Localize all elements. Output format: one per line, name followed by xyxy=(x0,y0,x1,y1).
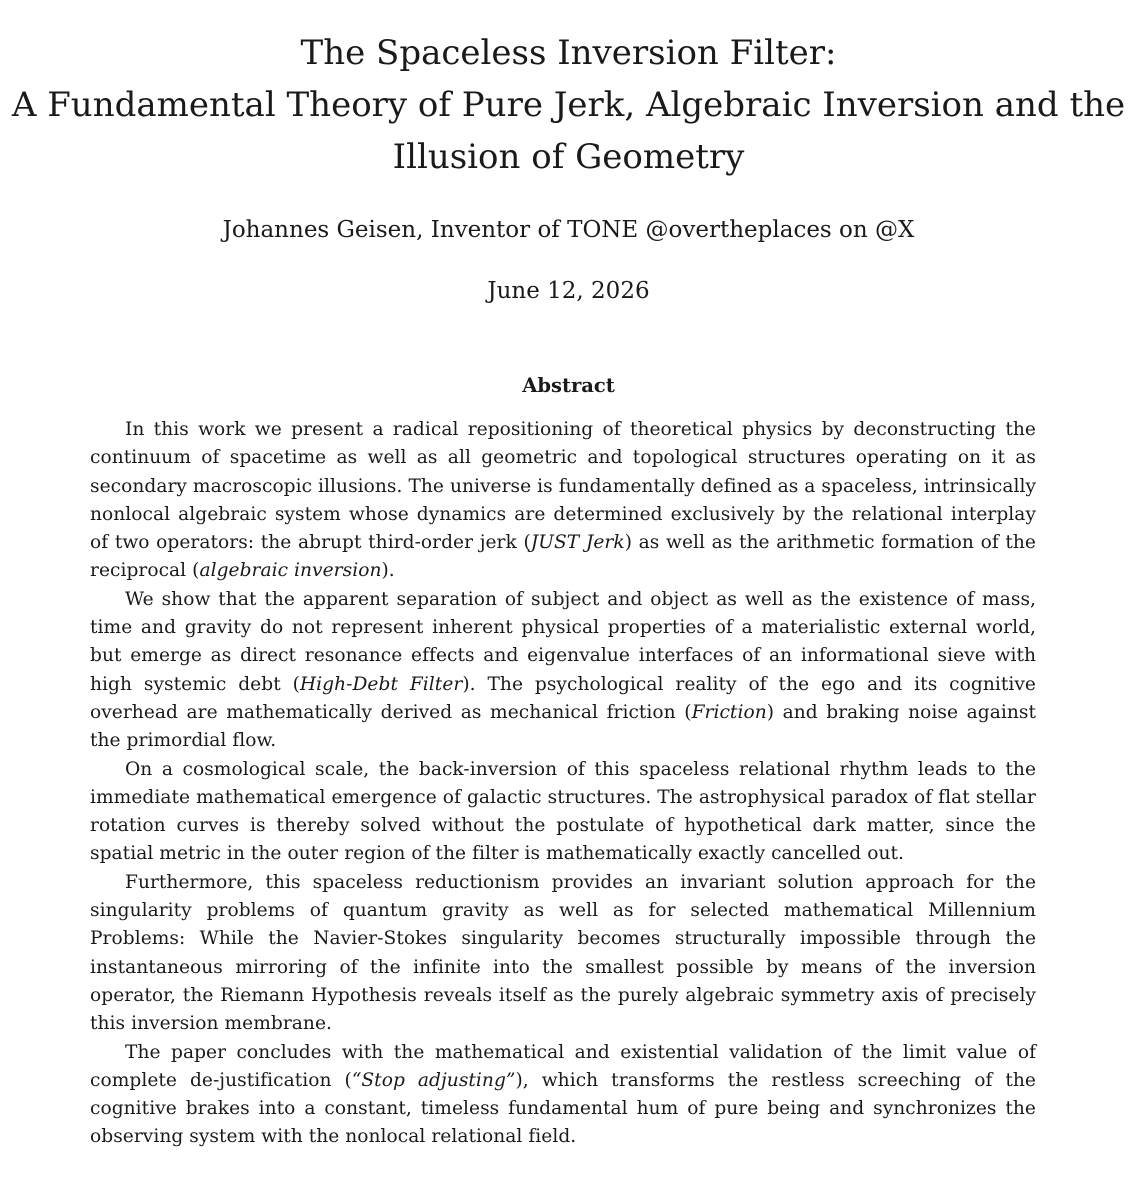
paper-title-line-2: A Fundamental Theory of Pure Jerk, Algebraic Inversion and the xyxy=(11,85,1126,125)
abstract-p1-term-algebraic-inversion: algebraic inversion xyxy=(199,560,382,582)
abstract-paragraph-1 xyxy=(90,416,1036,586)
paper-title-line-3: Illusion of Geometry xyxy=(392,137,745,177)
abstract-paragraph-5 xyxy=(90,1039,1036,1152)
abstract-p2-text-a: We show that the apparent separation of subject and object as well as the existence of mass, time and gravity do not represent inherent physical properties of a materialistic external world, but emerge as direct resonance effects and eigenvalue interfaces of an informational sieve with high systemic debt ( xyxy=(90,588,1036,695)
abstract-p2-term-friction: Friction xyxy=(691,701,767,723)
publication-date: June 12, 2026 xyxy=(487,278,650,304)
abstract-paragraph-3: On a cosmological scale, the back-inversion of this spaceless relational rhythm leads to the immediate mathematical emergence of galactic structures. The astrophysical paradox of flat stellar rotation curves is thereby solved without the postulate of hypothetical dark matter, since the spatial metric in the outer region of the filter is mathematically exactly cancelled out. xyxy=(90,758,1036,865)
abstract-paragraph-4: Furthermore, this spaceless reductionism provides an invariant solution approach for the singularity problems of quantum gravity as well as for selected mathematical Millennium Problems: While the Navier-Stokes singularity becomes structurally impossible through the instantaneous mirroring of the infinite into the smallest possible by means of the inversion operator, the Riemann Hypothesis reveals itself as the purely algebraic symmetry axis of precisely this inversion membrane. xyxy=(90,871,1036,1035)
abstract-p1-term-just-jerk: JUST Jerk xyxy=(530,532,625,554)
abstract-p1-text-b: ) as well as the arithmetic formation of the reciprocal ( xyxy=(90,532,1036,582)
abstract-p5-text-a: The paper concludes with the mathematical and existential validation of the limit value of complete de-justification ( xyxy=(90,1041,1036,1091)
abstract-body xyxy=(90,416,1036,1152)
abstract-p2-term-high-debt-filter: High-Debt Filter xyxy=(299,673,463,695)
abstract-p5-term-stop-adjusting: “Stop adjusting” xyxy=(351,1069,516,1091)
author-line: Johannes Geisen, Inventor of TONE @overtheplaces on @X xyxy=(222,217,915,243)
abstract-p1-text-c: ). xyxy=(381,560,395,582)
abstract-paragraph-2 xyxy=(90,586,1036,756)
abstract-p5-text-b: ), which transforms the restless screeching of the cognitive brakes into a constant, timeless fundamental hum of pure being and synchronizes the observing system with the nonlocal relational field. xyxy=(90,1069,1036,1148)
abstract-heading: Abstract xyxy=(522,374,615,397)
paper-title-line-1: The Spaceless Inversion Filter: xyxy=(300,33,837,73)
abstract-p1-text-a: In this work we present a radical repositioning of theoretical physics by deconstructing the continuum of spacetime as well as all geometric and topological structures operating on it as secondary macroscopic illusions. The universe is fundamentally defined as a spaceless, intrinsically nonlocal algebraic system whose dynamics are determined exclusively by the relational interplay of two operators: the abrupt third-order jerk ( xyxy=(90,419,1036,554)
abstract-p2-text-c: ) and braking noise against the primordial flow. xyxy=(90,701,1036,752)
abstract-p2-text-b: ). The psychological reality of the ego and its cognitive overhead are mathematically derived as mechanical friction ( xyxy=(90,673,1036,723)
